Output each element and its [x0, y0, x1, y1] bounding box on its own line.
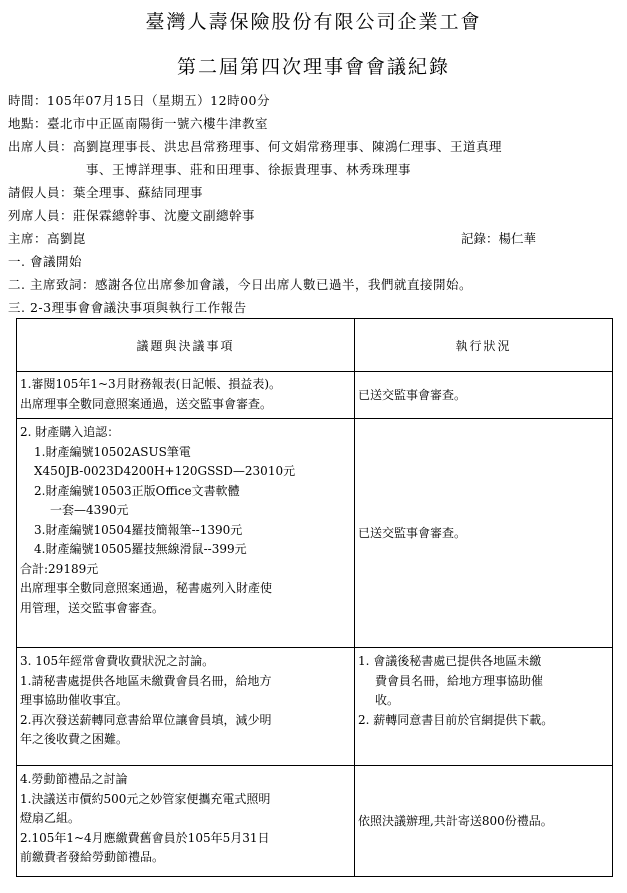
row1-line: 1.審閱105年1~3月財務報表(日記帳、損益表)。 [20, 377, 282, 391]
row1-status: 已送交監事會審查。 [358, 387, 467, 402]
table-row [17, 648, 613, 766]
recorder-line: 記錄：楊仁華 [461, 231, 537, 246]
attendees-line-2: 事、王博詳理事、莊和田理事、徐振貴理事、林秀珠理事 [86, 162, 412, 177]
row1-line: 出席理事全數同意照案通過，送交監事會審查。 [20, 396, 273, 411]
row4-line: 2.105年1~4月應繳費舊會員於105年5月31日 [20, 830, 270, 845]
section-1: 一. 會議開始 [8, 254, 82, 269]
row2-line: 3.財產編號10504羅技簡報筆--1390元 [34, 522, 243, 537]
row3-status-line: 1. 會議後秘書處已提供各地區未繳 [358, 654, 542, 668]
row4-status: 依照決議辦理,共計寄送800份禮品。 [358, 813, 553, 828]
row3-line: 年之後收費之困難。 [20, 732, 129, 746]
row3-status-line: 收。 [375, 693, 400, 707]
table-row [17, 419, 613, 648]
row2-line: 合計:29189元 [20, 561, 99, 576]
section-3: 三. 2-3理事會會議決事項與執行工作報告 [8, 300, 247, 315]
leave-line: 請假人員：葉全理事、蘇結同理事 [8, 185, 204, 200]
row2-line: 1.財產編號10502ASUS筆電 [34, 444, 191, 459]
row3-line: 1.請秘書處提供各地區未繳費會員名冊，給地方 [20, 673, 272, 688]
table-row [17, 766, 613, 877]
row2-line: X450JB-0023D4200H+120GSSD—23010元 [34, 464, 296, 478]
row2-line: 一套—4390元 [50, 503, 129, 517]
row4-line: 燈扇乙組。 [20, 811, 81, 825]
header-status: 執行狀況 [355, 319, 613, 372]
meeting-place: 地點：臺北市中正區南陽街一號六樓牛津教室 [8, 116, 269, 131]
row2-status: 已送交監事會審查。 [358, 525, 467, 540]
row3-status-line: 2. 薪轉同意書目前於官網提供下載。 [358, 712, 554, 727]
row3-line: 3. 105年經常會費收費狀況之討論。 [20, 654, 215, 668]
chair-line: 主席：高劉崑 [8, 231, 87, 246]
section-2: 二. 主席致詞：感謝各位出席參加會議，今日出席人數已過半，我們就直接開始。 [8, 277, 472, 292]
row3-line: 理事協助催收事宜。 [20, 693, 129, 707]
row4-line: 1.決議送市價約500元之妙管家便攜充電式照明 [20, 791, 271, 806]
meeting-title: 第二屆第四次理事會會議紀錄 [176, 56, 450, 78]
header-topic: 議題與決議事項 [17, 319, 355, 372]
meeting-time: 時間：105年07月15日（星期五）12時00分 [8, 93, 270, 108]
row3-status-line: 費會員名冊，給地方理事協助催 [375, 673, 544, 688]
row2-line: 出席理事全數同意照案通過，秘書處列入財產使 [20, 581, 273, 595]
row2-line: 2.財產編號10503正版Office文書軟體 [34, 483, 240, 498]
resolution-table [16, 318, 613, 877]
union-title: 臺灣人壽保險股份有限公司企業工會 [145, 11, 482, 33]
row2-line: 用管理，送交監事會審查。 [20, 600, 165, 615]
row2-line: 2. 財產購入追認： [20, 425, 120, 439]
row2-line: 4.財產編號10505羅技無線滑鼠--399元 [34, 542, 247, 556]
attendees-line-1: 出席人員：高劉崑理事長、洪忠昌常務理事、何文娟常務理事、陳鴻仁理事、王道真理 [8, 139, 503, 154]
table-header-row [17, 319, 613, 372]
row4-line: 前繳費者發給勞動節禮品。 [20, 850, 165, 864]
row4-line: 4.勞動節禮品之討論 [20, 772, 128, 786]
observers-line: 列席人員：莊保霖總幹事、沈慶文副總幹事 [8, 208, 256, 223]
table-row [17, 372, 613, 419]
row3-line: 2.再次發送薪轉同意書給單位讓會員填，減少明 [20, 712, 272, 727]
